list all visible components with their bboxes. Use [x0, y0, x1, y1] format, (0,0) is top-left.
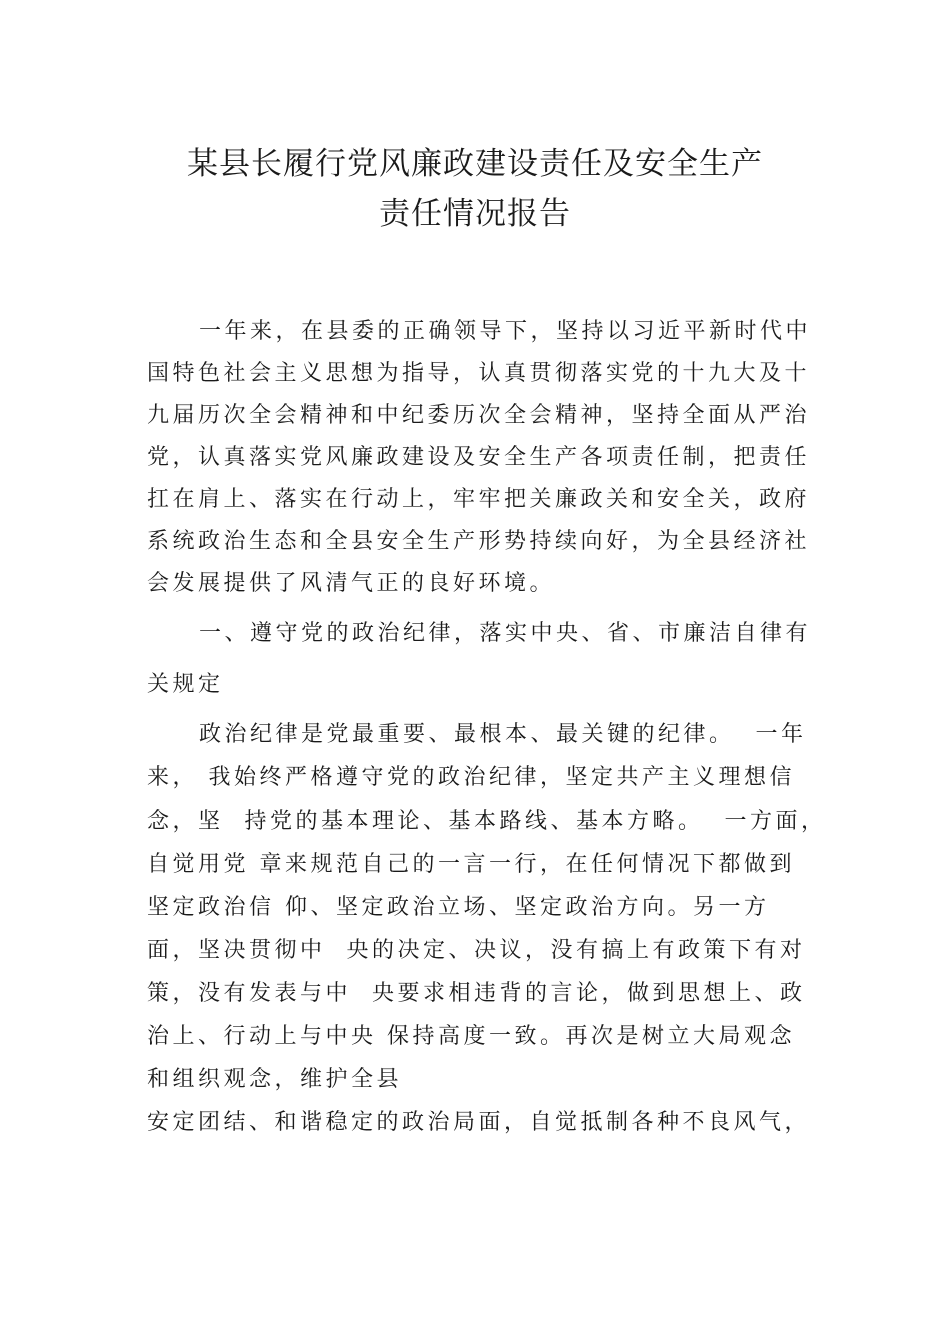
body-line-6: 系统政治生态和全县安全生产形势持续向好，为全县经济社	[147, 529, 811, 554]
body-line-14: 策，没有发表与中 央要求相违背的言论，做到思想上、政	[147, 981, 806, 1006]
body-line-2: 国特色社会主义思想为指导，认真贯彻落实党的十九大及十	[147, 361, 811, 386]
body-line-15: 治上、行动上与中央 保持高度一致。再次是树立大局观念	[147, 1024, 795, 1049]
body-line-10: 念，坚 持党的基本理论、基本路线、基本方略。 一方面，	[147, 809, 827, 834]
body-line-11: 自觉用党 章来规范自己的一言一行，在任何情况下都做到	[147, 852, 795, 877]
document-title-line-2: 责任情况报告	[379, 196, 571, 232]
body-line-7: 会发展提供了风清气正的良好环境。	[147, 571, 556, 596]
body-line-17: 安定团结、和谐稳定的政治局面，自觉抵制各种不良风气，	[147, 1110, 811, 1135]
section-heading-line-1: 一、遵守党的政治纪律，落实中央、省、市廉洁自律有	[199, 621, 812, 646]
section-heading-line-2: 关规定	[147, 672, 224, 697]
body-line-1: 一年来，在县委的正确领导下，坚持以习近平新时代中	[199, 319, 812, 344]
body-line-13: 面，坚决贯彻中 央的决定、决议，没有搞上有政策下有对	[147, 938, 806, 963]
body-line-9: 来， 我始终严格遵守党的政治纪律，坚定共产主义理想信	[147, 765, 795, 790]
body-line-4: 党，认真落实党风廉政建设及安全生产各项责任制，把责任	[147, 445, 811, 470]
body-line-3: 九届历次全会精神和中纪委历次全会精神，坚持全面从严治	[147, 403, 811, 428]
body-line-16: 和组织观念，维护全县	[147, 1067, 403, 1092]
document-title-line-1: 某县长履行党风廉政建设责任及安全生产	[187, 146, 763, 182]
body-line-5: 扛在肩上、落实在行动上，牢牢把关廉政关和安全关，政府	[147, 487, 811, 512]
body-line-8: 政治纪律是党最重要、最根本、最关键的纪律。 一年	[199, 722, 807, 747]
body-line-12: 坚定政治信 仰、坚定政治立场、坚定政治方向。另一方	[147, 895, 770, 920]
